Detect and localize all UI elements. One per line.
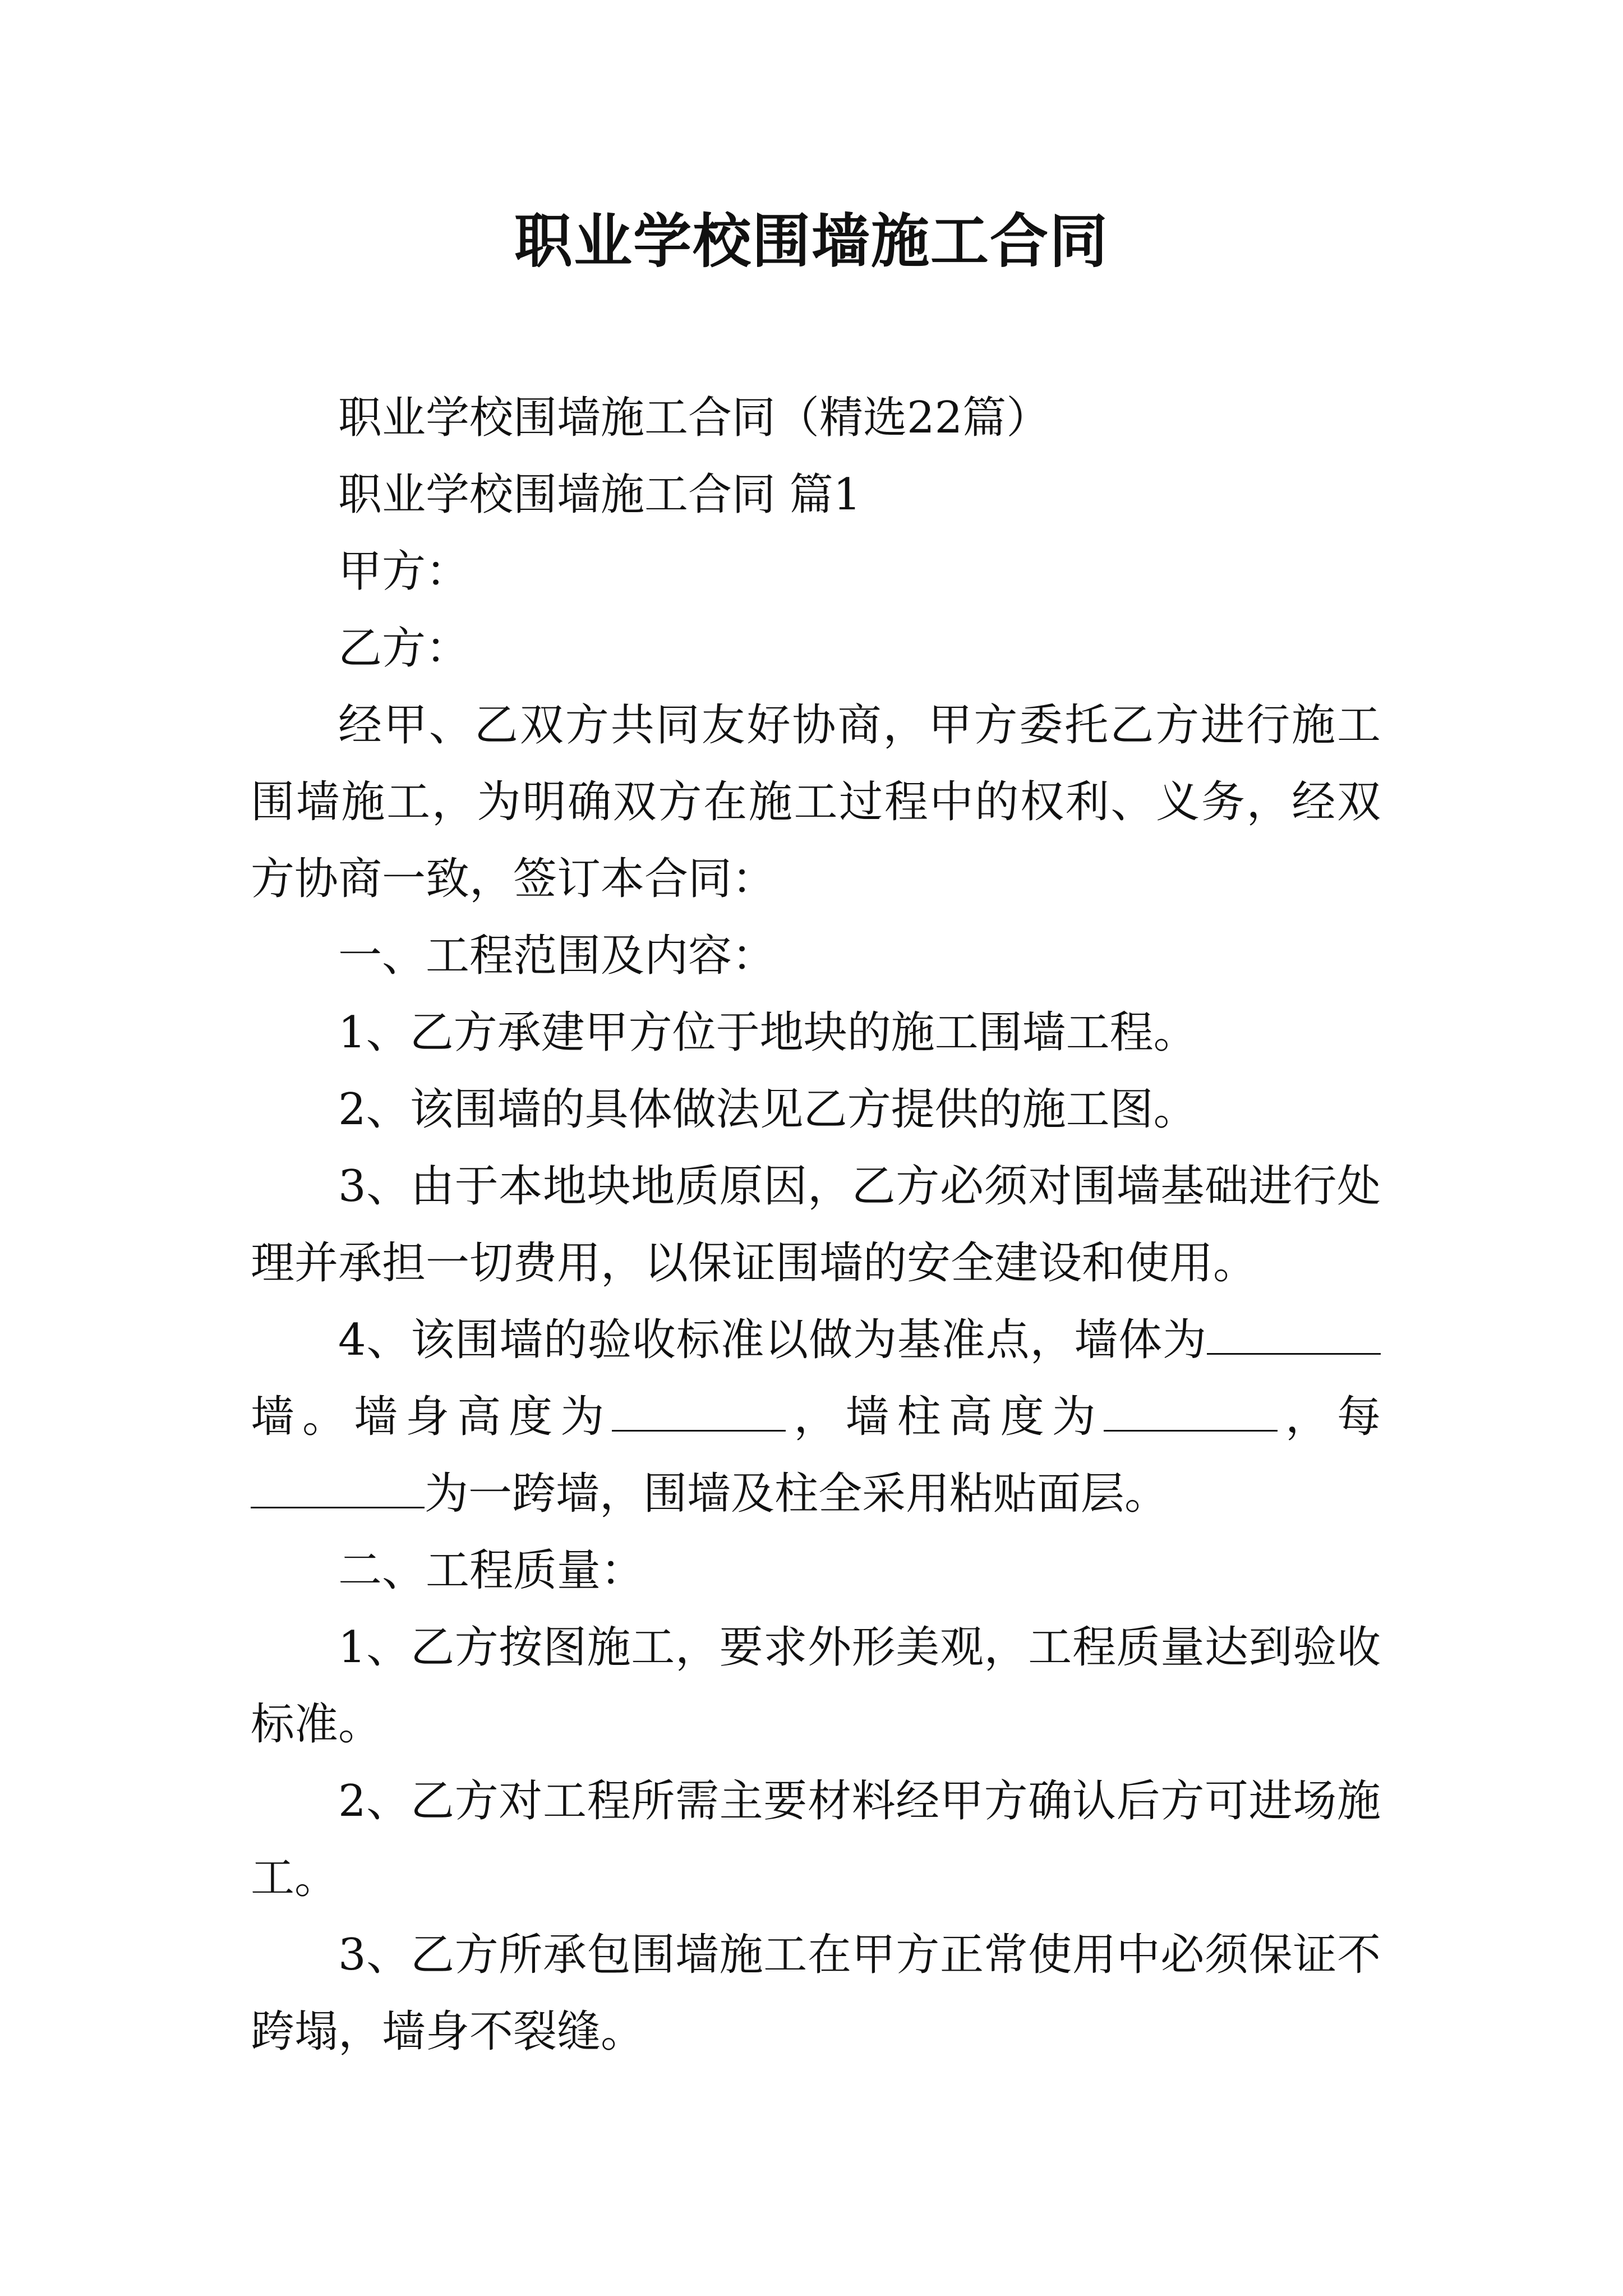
section-1-item-2: 2、该围墙的具体做法见乙方提供的施工图。 (338, 1084, 1197, 1135)
item-4-text-5: 为一跨墙，围墙及柱全采用粘贴面层。 (425, 1469, 1169, 1519)
document-body (251, 380, 1381, 2070)
party-b-line: 乙方： (338, 623, 470, 674)
document-title: 职业学校围墙施工合同 (514, 207, 1109, 275)
preamble-paragraph: 经甲、乙双方共同友好协商，甲方委托乙方进行施工围墙施工，为明确双方在施工过程中的权利、义务，经双方协商一致，签订本合同： (251, 700, 1381, 904)
section-2-heading: 二、工程质量： (338, 1545, 645, 1596)
document-subtitle: 职业学校围墙施工合同（精选22篇） (338, 393, 1050, 443)
section-1-item-4 (251, 1302, 1381, 1533)
section-2-item-2: 2、乙方对工程所需主要材料经甲方确认后方可进场施工。 (251, 1776, 1381, 1903)
section-1-item-1: 1、乙方承建甲方位于地块的施工围墙工程。 (338, 1007, 1197, 1058)
section-1-item-3: 3、由于本地块地质原因，乙方必须对围墙基础进行处理并承担一切费用，以保证围墙的安全建设和使用。 (251, 1161, 1381, 1289)
section-2-item-1: 1、乙方按图施工，要求外形美观，工程质量达到验收标准。 (251, 1622, 1381, 1750)
wall-type-blank (1207, 1314, 1381, 1355)
item-4-text-2: 墙。墙身高度为 (251, 1392, 612, 1442)
item-4-text-3: ，墙柱高度为 (786, 1392, 1104, 1442)
column-height-blank (1104, 1391, 1278, 1432)
section-1-heading: 一、工程范围及内容： (338, 931, 776, 981)
wall-height-blank (612, 1391, 786, 1432)
item-4-text-1: 4、该围墙的验收标准以做为基准点，墙体为 (338, 1315, 1207, 1365)
span-length-blank (251, 1467, 425, 1508)
section-2-item-3: 3、乙方所承包围墙施工在甲方正常使用中必须保证不跨塌，墙身不裂缝。 (251, 1930, 1381, 2057)
section-heading: 职业学校围墙施工合同 篇1 (338, 470, 861, 520)
party-a-line: 甲方： (338, 546, 470, 597)
item-4-text-4: ，每 (1277, 1392, 1381, 1442)
